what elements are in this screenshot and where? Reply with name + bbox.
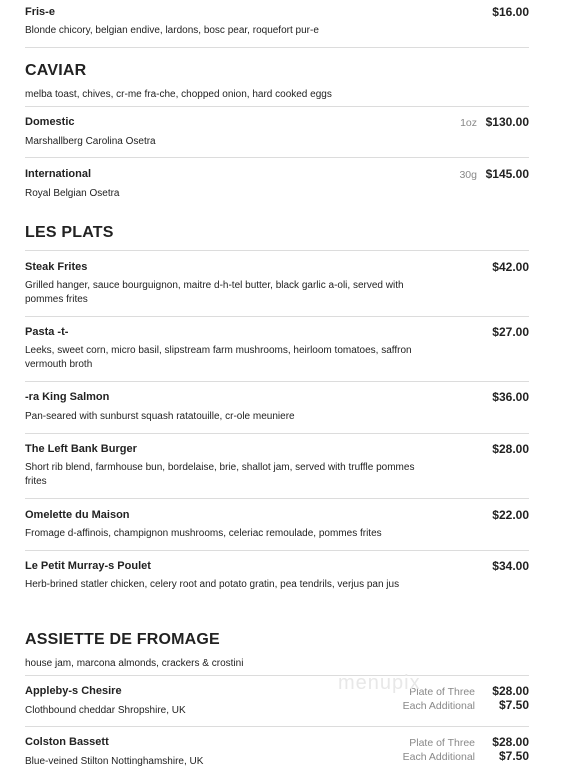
price-option-label: Plate of Three [409, 686, 475, 698]
section-title-caviar: CAVIAR [25, 62, 87, 79]
menu-item-international [25, 158, 529, 213]
item-description: Marshallberg Carolina Osetra [25, 136, 156, 147]
item-name: Colston Bassett [25, 736, 109, 748]
section-note-text: house jam, marcona almonds, crackers & crostini [25, 658, 244, 669]
menu-item-domestic [25, 107, 529, 158]
item-description: Fromage d-affinois, champignon mushrooms, celeriac remoulade, pommes frites [25, 528, 382, 539]
price-option-label: Each Additional [402, 751, 475, 763]
menupix-watermark: menupix [338, 672, 421, 694]
item-name: Pasta -t- [25, 326, 69, 338]
menu-item-appleby [25, 676, 529, 727]
item-price: $130.00 [485, 115, 529, 129]
item-description: Short rib blend, farmhouse bun, bordelaise, brie, shallot jam, served with truffle pommes frites [25, 462, 415, 487]
price-option-label: Plate of Three [409, 737, 475, 749]
item-size: 1oz [460, 117, 477, 129]
section-note-caviar [25, 89, 529, 107]
price-option-additional [329, 749, 529, 764]
menu-item-frisee [25, 0, 529, 48]
item-description: Blonde chicory, belgian endive, lardons, bosc pear, roquefort pur-e [25, 25, 319, 36]
price-option-additional [329, 698, 529, 713]
item-description: Herb-brined statler chicken, celery root and potato gratin, pea tendrils, verjus pan jus [25, 579, 400, 590]
item-price: $28.00 [492, 442, 529, 456]
item-name: Fris-e [25, 6, 55, 18]
price-option-label: Each Additional [402, 700, 475, 712]
section-note-fromage [25, 658, 529, 676]
item-price: $16.00 [492, 5, 529, 19]
section-title-fromage: ASSIETTE DE FROMAGE [25, 631, 220, 648]
item-name: Domestic [25, 116, 75, 128]
menu-item-steak-frites [25, 250, 529, 317]
item-name: Steak Frites [25, 261, 88, 273]
menu-item-omelette [25, 499, 529, 551]
price-option-value: $7.50 [498, 698, 529, 712]
item-description: Leeks, sweet corn, micro basil, slipstream farm mushrooms, heirloom tomatoes, saffron vermouth broth [25, 345, 412, 370]
item-price: $34.00 [492, 559, 529, 573]
menu-item-burger [25, 434, 529, 499]
section-note-text: melba toast, chives, cr-me fra-che, chopped onion, hard cooked eggs [25, 89, 332, 100]
item-name: Le Petit Murray-s Poulet [25, 560, 151, 572]
item-description: Royal Belgian Osetra [25, 188, 120, 199]
item-name: The Left Bank Burger [25, 443, 137, 455]
item-size: 30g [459, 169, 477, 181]
item-name: International [25, 168, 92, 180]
price-option-plate [329, 735, 529, 750]
menu-item-colston [25, 727, 529, 767]
menu-item-salmon [25, 382, 529, 434]
item-description: Blue-veined Stilton Nottinghamshire, UK [25, 756, 204, 767]
price-option-value: $28.00 [492, 684, 529, 698]
item-name: Appleby-s Chesire [25, 685, 122, 697]
price-option-value: $28.00 [492, 735, 529, 749]
price-option-value: $7.50 [498, 749, 529, 763]
menu-item-poulet [25, 551, 529, 617]
item-price: $42.00 [492, 260, 529, 274]
item-price: $27.00 [492, 325, 529, 339]
item-name: -ra King Salmon [25, 391, 110, 403]
item-description: Pan-seared with sunburst squash ratatouille, cr-ole meuniere [25, 411, 295, 422]
item-price: $36.00 [492, 390, 529, 404]
section-title-les-plats: LES PLATS [25, 224, 114, 241]
item-description: Grilled hanger, sauce bourguignon, maitre d-h-tel butter, black garlic a-oli, served with pommes frites [25, 280, 404, 305]
item-price: $145.00 [485, 167, 529, 181]
menu-item-pasta [25, 316, 529, 382]
item-name: Omelette du Maison [25, 509, 130, 521]
item-description: Clothbound cheddar Shropshire, UK [25, 705, 186, 716]
item-price: $22.00 [492, 508, 529, 522]
